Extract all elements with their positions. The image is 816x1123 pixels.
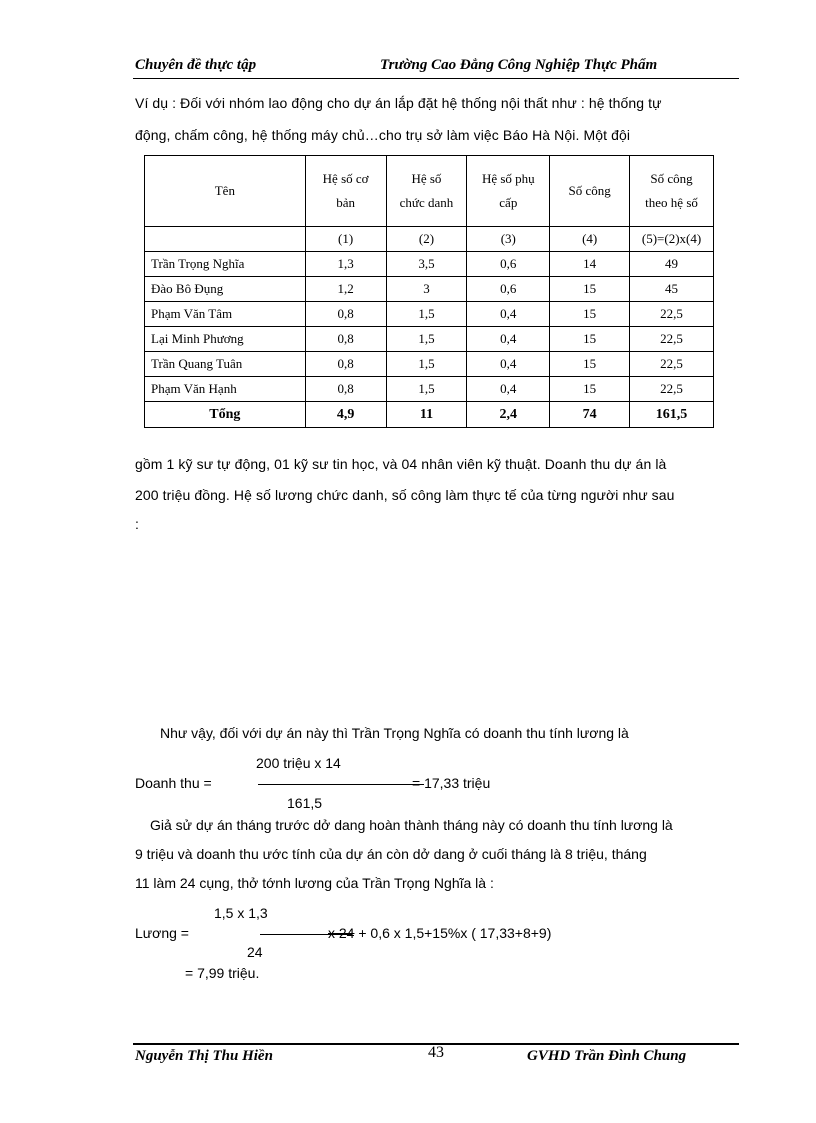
salary-line-3: 11 làm 24 cụng, thở tớnh lương của Trần Trọng Nghĩa là :: [135, 875, 494, 891]
table-cell: 2,4: [467, 402, 550, 428]
table-cell: 0,8: [305, 302, 386, 327]
table-cell: [145, 227, 306, 252]
table-cell: 74: [550, 402, 630, 428]
salary-line-2: 9 triệu và doanh thu ước tính của dự án còn dở dang ở cuối tháng là 8 triệu, tháng: [135, 846, 647, 862]
table-cell: 1,5: [386, 377, 467, 402]
col-header: Hệ số cơ bản: [305, 156, 386, 227]
table-row: [145, 352, 714, 377]
table-cell: 3: [386, 277, 467, 302]
col-header: Số công theo hệ số: [630, 156, 714, 227]
table-cell: Phạm Văn Tâm: [145, 302, 306, 327]
salary-label: Lương =: [135, 925, 189, 941]
table-row: [145, 277, 714, 302]
table-cell: 1,5: [386, 327, 467, 352]
table-cell: Trần Trọng Nghĩa: [145, 252, 306, 277]
col-header: Số công: [550, 156, 630, 227]
table-cell: 22,5: [630, 377, 714, 402]
header-rule: [133, 78, 739, 79]
col-header: Hệ số chức danh: [386, 156, 467, 227]
table-cell: 0,8: [305, 377, 386, 402]
table-cell: 1,2: [305, 277, 386, 302]
table-cell: 0,4: [467, 302, 550, 327]
salary-denominator: 24: [247, 944, 263, 960]
table-cell: 49: [630, 252, 714, 277]
worker-table: [144, 155, 714, 428]
table-row: [145, 377, 714, 402]
salary-rest-terms: + 0,6 x 1,5+15%x ( 17,33+8+9): [354, 925, 552, 941]
table-cell: 161,5: [630, 402, 714, 428]
table-cell: 4,9: [305, 402, 386, 428]
after-line-1: gồm 1 kỹ sư tự động, 01 kỹ sư tin học, và 04 nhân viên kỹ thuật. Doanh thu dự án là: [135, 456, 667, 472]
table-row: [145, 252, 714, 277]
table-cell: 22,5: [630, 327, 714, 352]
table-cell: 0,4: [467, 327, 550, 352]
after-line-2: 200 triệu đồng. Hệ số lương chức danh, số công làm thực tế của từng người như sau: [135, 487, 675, 503]
table-cell: 15: [550, 277, 630, 302]
intro-line-1: Ví dụ : Đối với nhóm lao động cho dự án lắp đặt hệ thống nội thất như : hệ thống tự: [135, 95, 662, 111]
col-header: Tên: [145, 156, 306, 227]
table-cell: 1,3: [305, 252, 386, 277]
page-number: 43: [428, 1044, 444, 1061]
table-cell: Trần Quang Tuân: [145, 352, 306, 377]
intro-line-2: động, chấm công, hệ thống máy chủ…cho trụ sở làm việc Báo Hà Nội. Một đội: [135, 127, 631, 143]
after-line-3: :: [135, 516, 139, 532]
table-cell: 0,6: [467, 252, 550, 277]
revenue-label: Doanh thu =: [135, 775, 212, 791]
table-cell: 3,5: [386, 252, 467, 277]
table-cell: 22,5: [630, 352, 714, 377]
revenue-numerator: 200 triệu x 14: [256, 755, 341, 771]
header-left: Chuyên đề thực tập: [135, 57, 257, 73]
table-cell: (3): [467, 227, 550, 252]
table-cell: 15: [550, 327, 630, 352]
table-cell: (2): [386, 227, 467, 252]
revenue-intro: Như vậy, đối với dự án này thì Trần Trọng Nghĩa có doanh thu tính lương là: [160, 725, 629, 741]
table-cell: 22,5: [630, 302, 714, 327]
table-cell: 1,5: [386, 302, 467, 327]
salary-result: = 7,99 triệu.: [185, 965, 260, 981]
table-cell: (1): [305, 227, 386, 252]
table-cell: (5)=(2)x(4): [630, 227, 714, 252]
salary-numerator: 1,5 x 1,3: [214, 905, 268, 921]
revenue-result: = 17,33 triệu: [412, 775, 491, 791]
table-cell: 14: [550, 252, 630, 277]
table-cell: 0,8: [305, 352, 386, 377]
footer-supervisor: GVHD Trần Đình Chung: [527, 1048, 687, 1064]
table-cell: Lại Minh Phương: [145, 327, 306, 352]
table-cell: 15: [550, 352, 630, 377]
table-cell: 0,4: [467, 352, 550, 377]
table-row: [145, 302, 714, 327]
table-cell: 15: [550, 377, 630, 402]
table-header-row: [145, 156, 714, 227]
table-cell: 15: [550, 302, 630, 327]
table-total-row: [145, 402, 714, 428]
revenue-fraction-bar: [258, 784, 424, 785]
table-cell: 1,5: [386, 352, 467, 377]
footer-author: Nguyễn Thị Thu Hiền: [135, 1048, 273, 1064]
table-cell: 0,4: [467, 377, 550, 402]
table-cell: 45: [630, 277, 714, 302]
salary-line-1: Giả sử dự án tháng trước dở dang hoàn thành tháng này có doanh thu tính lương là: [150, 817, 673, 833]
table-cell: 11: [386, 402, 467, 428]
table-cell: 0,6: [467, 277, 550, 302]
table-cell: Phạm Văn Hạnh: [145, 377, 306, 402]
header-right: Trường Cao Đẳng Công Nghiệp Thực Phẩm: [380, 57, 658, 73]
table-cell: Đào Bô Đụng: [145, 277, 306, 302]
table-cell: (4): [550, 227, 630, 252]
salary-struck-term: x 24: [328, 925, 355, 941]
table-row: [145, 327, 714, 352]
col-header: Hệ số phụ cấp: [467, 156, 550, 227]
revenue-denominator: 161,5: [287, 795, 323, 811]
table-cell: Tổng: [145, 402, 306, 428]
table-code-row: [145, 227, 714, 252]
salary-rest: [328, 925, 551, 941]
table-cell: 0,8: [305, 327, 386, 352]
